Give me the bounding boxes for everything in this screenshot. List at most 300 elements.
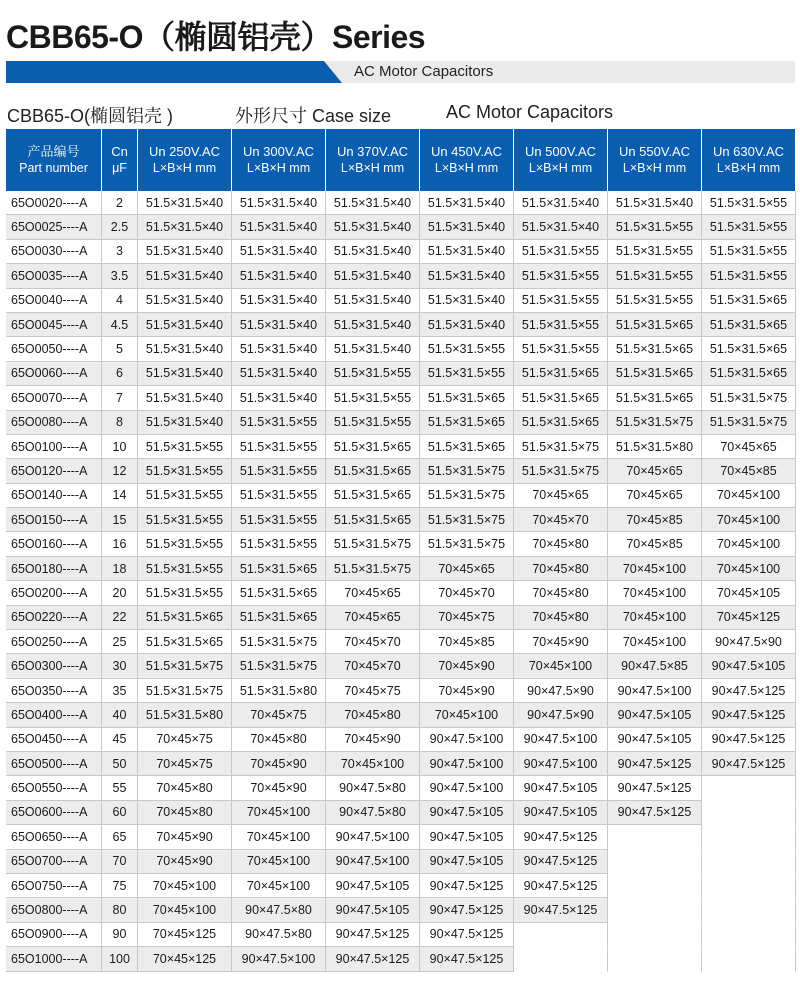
part-number-cell: 65O0050----A — [6, 337, 102, 361]
case-size-cell: 51.5×31.5×55 — [232, 411, 326, 435]
part-number-cell: 65O0045----A — [6, 313, 102, 337]
case-size-cell: 90×47.5×125 — [514, 898, 608, 922]
case-size-cell: 51.5×31.5×40 — [232, 264, 326, 288]
case-size-cell: 51.5×31.5×75 — [326, 557, 420, 581]
column-header-line2: L×B×H mm — [340, 161, 405, 175]
case-size-cell: 70×45×65 — [326, 581, 420, 605]
case-size-cell: 70×45×80 — [514, 606, 608, 630]
column-header — [608, 129, 702, 191]
case-size-cell: 51.5×31.5×75 — [138, 654, 232, 678]
part-number-cell: 65O0035----A — [6, 264, 102, 288]
capacitance-cell: 15 — [102, 508, 138, 532]
caption-series: CBB65-O(椭圆铝壳 ) — [7, 106, 174, 126]
case-size-cell: 51.5×31.5×80 — [138, 703, 232, 727]
case-size-cell: 70×45×90 — [138, 850, 232, 874]
capacitance-cell: 3.5 — [102, 264, 138, 288]
case-size-cell: 51.5×31.5×40 — [420, 215, 514, 239]
case-size-cell: 51.5×31.5×40 — [514, 191, 608, 215]
part-number-cell: 65O0100----A — [6, 435, 102, 459]
case-size-cell: 51.5×31.5×55 — [326, 386, 420, 410]
case-size-cell: 51.5×31.5×55 — [608, 289, 702, 313]
case-size-cell: 70×45×100 — [232, 874, 326, 898]
case-size-cell: 90×47.5×125 — [702, 679, 796, 703]
case-size-cell: 70×45×100 — [702, 508, 796, 532]
column-header-line2: L×B×H mm — [622, 161, 687, 175]
case-size-cell — [608, 947, 702, 971]
case-size-cell: 70×45×90 — [326, 728, 420, 752]
case-size-cell: 51.5×31.5×65 — [608, 337, 702, 361]
part-number-cell: 65O0750----A — [6, 874, 102, 898]
case-size-cell: 90×47.5×80 — [232, 898, 326, 922]
case-size-cell: 90×47.5×90 — [514, 703, 608, 727]
column-header-line2: L×B×H mm — [528, 161, 593, 175]
capacitance-cell: 12 — [102, 459, 138, 483]
case-size-cell: 70×45×75 — [326, 679, 420, 703]
case-size-cell: 51.5×31.5×75 — [514, 435, 608, 459]
case-size-cell — [608, 874, 702, 898]
case-size-cell: 90×47.5×100 — [326, 825, 420, 849]
capacitance-cell: 25 — [102, 630, 138, 654]
column-header-line1: Un 370V.AC — [336, 144, 409, 159]
case-size-cell: 70×45×85 — [608, 532, 702, 556]
part-number-cell: 65O0400----A — [6, 703, 102, 727]
case-size-cell: 51.5×31.5×75 — [702, 386, 796, 410]
case-size-cell: 51.5×31.5×55 — [702, 264, 796, 288]
case-size-cell: 51.5×31.5×40 — [138, 362, 232, 386]
case-size-cell: 51.5×31.5×55 — [514, 240, 608, 264]
case-size-cell — [702, 801, 796, 825]
case-size-cell: 51.5×31.5×40 — [232, 337, 326, 361]
case-size-cell: 90×47.5×125 — [702, 728, 796, 752]
case-size-cell: 70×45×100 — [138, 874, 232, 898]
case-size-cell: 70×45×100 — [514, 654, 608, 678]
part-number-cell: 65O0600----A — [6, 801, 102, 825]
table-row — [6, 679, 796, 703]
case-size-cell: 51.5×31.5×65 — [702, 289, 796, 313]
part-number-cell: 65O0500----A — [6, 752, 102, 776]
case-size-cell: 51.5×31.5×40 — [138, 191, 232, 215]
table-row — [6, 898, 796, 922]
part-number-cell: 65O0020----A — [6, 191, 102, 215]
case-size-cell: 51.5×31.5×55 — [232, 532, 326, 556]
table-body — [6, 191, 796, 972]
case-size-cell: 51.5×31.5×75 — [514, 459, 608, 483]
case-size-cell: 51.5×31.5×40 — [326, 264, 420, 288]
case-size-cell: 51.5×31.5×40 — [608, 191, 702, 215]
case-size-cell: 51.5×31.5×55 — [702, 191, 796, 215]
part-number-cell: 65O0030----A — [6, 240, 102, 264]
case-size-cell — [702, 947, 796, 971]
case-size-cell: 51.5×31.5×40 — [138, 411, 232, 435]
case-size-cell: 70×45×100 — [420, 703, 514, 727]
case-size-cell: 51.5×31.5×40 — [138, 313, 232, 337]
banner-label: AC Motor Capacitors — [354, 63, 494, 80]
case-size-cell: 70×45×85 — [420, 630, 514, 654]
case-size-cell: 51.5×31.5×65 — [232, 606, 326, 630]
case-size-cell: 51.5×31.5×65 — [514, 386, 608, 410]
case-size-cell: 51.5×31.5×40 — [138, 215, 232, 239]
part-number-cell: 65O1000----A — [6, 947, 102, 971]
case-size-cell: 70×45×125 — [702, 606, 796, 630]
case-size-cell: 70×45×65 — [326, 606, 420, 630]
case-size-cell: 51.5×31.5×40 — [420, 289, 514, 313]
case-size-cell: 51.5×31.5×65 — [608, 313, 702, 337]
case-size-cell — [702, 776, 796, 800]
case-size-cell: 51.5×31.5×40 — [232, 240, 326, 264]
case-size-cell: 51.5×31.5×55 — [608, 264, 702, 288]
case-size-cell: 70×45×90 — [232, 752, 326, 776]
case-size-cell: 51.5×31.5×80 — [232, 679, 326, 703]
case-size-cell: 90×47.5×105 — [608, 703, 702, 727]
case-size-cell — [702, 874, 796, 898]
table-row — [6, 801, 796, 825]
table-row — [6, 484, 796, 508]
capacitance-cell: 2.5 — [102, 215, 138, 239]
case-size-cell: 51.5×31.5×65 — [514, 411, 608, 435]
case-size-cell: 70×45×80 — [138, 776, 232, 800]
case-size-cell: 70×45×65 — [514, 484, 608, 508]
case-size-cell: 51.5×31.5×75 — [608, 411, 702, 435]
case-size-cell: 51.5×31.5×55 — [420, 337, 514, 361]
column-header — [138, 129, 232, 191]
table-row — [6, 825, 796, 849]
case-size-cell: 90×47.5×105 — [420, 850, 514, 874]
case-size-cell: 51.5×31.5×65 — [326, 459, 420, 483]
table-row — [6, 240, 796, 264]
case-size-cell: 70×45×75 — [138, 752, 232, 776]
column-header-line1: Un 300V.AC — [242, 144, 315, 159]
case-size-cell: 51.5×31.5×40 — [232, 313, 326, 337]
table-row — [6, 459, 796, 483]
case-size-cell: 51.5×31.5×40 — [138, 264, 232, 288]
case-size-cell: 90×47.5×80 — [326, 776, 420, 800]
case-size-cell: 51.5×31.5×75 — [420, 484, 514, 508]
case-size-cell: 70×45×125 — [138, 923, 232, 947]
case-size-cell: 90×47.5×125 — [420, 874, 514, 898]
capacitance-cell: 5 — [102, 337, 138, 361]
part-number-cell: 65O0180----A — [6, 557, 102, 581]
case-size-cell: 70×45×100 — [232, 801, 326, 825]
case-size-cell: 51.5×31.5×55 — [138, 435, 232, 459]
case-size-cell: 51.5×31.5×55 — [232, 435, 326, 459]
case-size-cell: 70×45×90 — [514, 630, 608, 654]
case-size-cell — [608, 825, 702, 849]
case-size-cell: 51.5×31.5×40 — [420, 313, 514, 337]
case-size-cell: 70×45×85 — [608, 508, 702, 532]
table-row — [6, 264, 796, 288]
case-size-cell: 51.5×31.5×75 — [702, 411, 796, 435]
case-size-cell: 90×47.5×80 — [232, 923, 326, 947]
case-size-cell: 70×45×125 — [138, 947, 232, 971]
case-size-cell: 90×47.5×125 — [326, 923, 420, 947]
case-size-cell: 90×47.5×105 — [608, 728, 702, 752]
column-header-line2: μF — [112, 161, 127, 175]
case-size-cell: 70×45×100 — [232, 850, 326, 874]
case-size-cell: 51.5×31.5×65 — [608, 362, 702, 386]
case-size-cell: 51.5×31.5×40 — [420, 191, 514, 215]
case-size-cell: 51.5×31.5×55 — [138, 508, 232, 532]
case-size-cell: 51.5×31.5×65 — [326, 484, 420, 508]
part-number-cell: 65O0900----A — [6, 923, 102, 947]
case-size-cell: 51.5×31.5×75 — [326, 532, 420, 556]
part-number-cell: 65O0200----A — [6, 581, 102, 605]
case-size-cell: 90×47.5×100 — [420, 752, 514, 776]
case-size-cell — [702, 923, 796, 947]
case-size-cell: 51.5×31.5×40 — [514, 215, 608, 239]
case-size-cell: 51.5×31.5×65 — [138, 630, 232, 654]
case-size-cell: 70×45×80 — [326, 703, 420, 727]
case-size-cell — [608, 850, 702, 874]
column-header-line2: L×B×H mm — [716, 161, 781, 175]
capacitance-cell: 100 — [102, 947, 138, 971]
case-size-cell: 51.5×31.5×65 — [420, 435, 514, 459]
table-row — [6, 630, 796, 654]
case-size-cell: 51.5×31.5×65 — [326, 508, 420, 532]
column-header-line1: Un 630V.AC — [712, 144, 785, 159]
column-header-line2: L×B×H mm — [246, 161, 311, 175]
case-size-cell: 70×45×105 — [702, 581, 796, 605]
case-size-cell: 70×45×80 — [514, 532, 608, 556]
case-size-cell: 70×45×100 — [702, 532, 796, 556]
case-size-cell: 70×45×70 — [326, 630, 420, 654]
case-size-cell: 51.5×31.5×75 — [232, 654, 326, 678]
case-size-cell: 51.5×31.5×40 — [232, 191, 326, 215]
capacitance-cell: 70 — [102, 850, 138, 874]
case-size-cell: 90×47.5×80 — [326, 801, 420, 825]
case-size-cell: 90×47.5×105 — [514, 801, 608, 825]
case-size-cell: 90×47.5×100 — [326, 850, 420, 874]
part-number-cell: 65O0350----A — [6, 679, 102, 703]
case-size-cell: 90×47.5×100 — [608, 679, 702, 703]
case-size-cell: 90×47.5×85 — [608, 654, 702, 678]
case-size-cell: 90×47.5×125 — [514, 850, 608, 874]
table-row — [6, 532, 796, 556]
part-number-cell: 65O0160----A — [6, 532, 102, 556]
table-row — [6, 606, 796, 630]
part-number-cell: 65O0080----A — [6, 411, 102, 435]
table-row — [6, 337, 796, 361]
capacitance-cell: 6 — [102, 362, 138, 386]
case-size-cell: 51.5×31.5×40 — [232, 362, 326, 386]
part-number-cell: 65O0300----A — [6, 654, 102, 678]
capacitance-cell: 80 — [102, 898, 138, 922]
case-size-cell: 90×47.5×100 — [514, 752, 608, 776]
case-size-cell: 51.5×31.5×75 — [138, 679, 232, 703]
case-size-cell: 70×45×80 — [514, 557, 608, 581]
section-banner — [6, 61, 795, 83]
capacitance-cell: 2 — [102, 191, 138, 215]
case-size-cell: 51.5×31.5×65 — [514, 362, 608, 386]
case-size-cell: 70×45×80 — [138, 801, 232, 825]
capacitance-cell: 4.5 — [102, 313, 138, 337]
case-size-cell: 51.5×31.5×55 — [138, 532, 232, 556]
case-size-cell: 51.5×31.5×40 — [138, 386, 232, 410]
capacitance-cell: 65 — [102, 825, 138, 849]
part-number-cell: 65O0700----A — [6, 850, 102, 874]
case-size-cell: 70×45×80 — [514, 581, 608, 605]
case-size-cell: 51.5×31.5×55 — [514, 264, 608, 288]
column-header — [102, 129, 138, 191]
capacitance-cell: 10 — [102, 435, 138, 459]
case-size-cell: 70×45×100 — [702, 484, 796, 508]
case-size-cell: 70×45×65 — [608, 484, 702, 508]
caption-case-size: 外形尺寸 Case size — [235, 106, 392, 126]
case-size-cell: 51.5×31.5×55 — [138, 557, 232, 581]
case-size-cell: 90×47.5×100 — [232, 947, 326, 971]
table-row — [6, 581, 796, 605]
case-size-cell: 51.5×31.5×55 — [326, 411, 420, 435]
caption-product-type: AC Motor Capacitors — [446, 102, 614, 122]
column-header-line1: Un 500V.AC — [524, 144, 597, 159]
case-size-cell: 51.5×31.5×65 — [702, 362, 796, 386]
case-size-cell: 51.5×31.5×55 — [232, 508, 326, 532]
part-number-cell: 65O0060----A — [6, 362, 102, 386]
case-size-cell: 70×45×90 — [138, 825, 232, 849]
table-row — [6, 557, 796, 581]
column-header-line1: Un 550V.AC — [618, 144, 691, 159]
case-size-cell: 51.5×31.5×55 — [514, 313, 608, 337]
table-header-row — [6, 129, 796, 191]
case-size-cell: 90×47.5×125 — [514, 825, 608, 849]
case-size-cell: 51.5×31.5×55 — [608, 240, 702, 264]
case-size-cell: 51.5×31.5×40 — [326, 313, 420, 337]
column-header-line2: L×B×H mm — [434, 161, 499, 175]
case-size-cell: 90×47.5×100 — [420, 728, 514, 752]
table-row — [6, 703, 796, 727]
case-size-cell: 70×45×100 — [608, 606, 702, 630]
case-size-cell: 51.5×31.5×55 — [608, 215, 702, 239]
case-size-cell: 70×45×90 — [420, 679, 514, 703]
part-number-cell: 65O0650----A — [6, 825, 102, 849]
page-title: CBB65-O（椭圆铝壳）Series — [6, 19, 426, 55]
capacitance-cell: 55 — [102, 776, 138, 800]
case-size-cell: 90×47.5×100 — [514, 728, 608, 752]
case-size-cell: 70×45×90 — [232, 776, 326, 800]
case-size-cell: 70×45×100 — [232, 825, 326, 849]
case-size-cell: 70×45×100 — [608, 581, 702, 605]
table-row — [6, 289, 796, 313]
case-size-cell: 70×45×70 — [514, 508, 608, 532]
table-row — [6, 947, 796, 971]
case-size-cell: 51.5×31.5×55 — [138, 484, 232, 508]
case-size-cell — [514, 947, 608, 971]
case-size-cell: 90×47.5×105 — [420, 801, 514, 825]
case-size-cell: 51.5×31.5×65 — [326, 435, 420, 459]
case-size-cell: 51.5×31.5×55 — [514, 289, 608, 313]
case-size-cell: 51.5×31.5×40 — [232, 215, 326, 239]
case-size-cell: 70×45×100 — [702, 557, 796, 581]
case-size-cell: 90×47.5×105 — [326, 874, 420, 898]
column-header-line1: 产品编号 — [27, 144, 80, 159]
table-row — [6, 435, 796, 459]
capacitance-cell: 60 — [102, 801, 138, 825]
case-size-cell: 70×45×80 — [232, 728, 326, 752]
case-size-cell: 51.5×31.5×55 — [138, 459, 232, 483]
case-size-cell: 51.5×31.5×75 — [420, 532, 514, 556]
case-size-cell: 90×47.5×105 — [702, 654, 796, 678]
case-size-cell: 51.5×31.5×40 — [326, 240, 420, 264]
case-size-cell — [608, 898, 702, 922]
capacitance-cell: 14 — [102, 484, 138, 508]
capacitance-cell: 20 — [102, 581, 138, 605]
case-size-cell: 70×45×70 — [326, 654, 420, 678]
part-number-cell: 65O0120----A — [6, 459, 102, 483]
case-size-cell: 90×47.5×90 — [514, 679, 608, 703]
case-size-cell: 90×47.5×125 — [420, 947, 514, 971]
column-header-line2: L×B×H mm — [152, 161, 217, 175]
table-row — [6, 386, 796, 410]
case-size-cell: 51.5×31.5×40 — [420, 264, 514, 288]
case-size-cell: 51.5×31.5×40 — [138, 240, 232, 264]
case-size-cell: 51.5×31.5×40 — [326, 289, 420, 313]
case-size-cell: 90×47.5×100 — [420, 776, 514, 800]
column-header — [326, 129, 420, 191]
column-header — [420, 129, 514, 191]
case-size-cell: 70×45×100 — [326, 752, 420, 776]
case-size-cell: 51.5×31.5×55 — [420, 362, 514, 386]
case-size-cell: 70×45×90 — [420, 654, 514, 678]
case-size-cell: 70×45×75 — [138, 728, 232, 752]
part-number-cell: 65O0140----A — [6, 484, 102, 508]
case-size-cell: 90×47.5×125 — [514, 874, 608, 898]
table-row — [6, 923, 796, 947]
capacitance-cell: 22 — [102, 606, 138, 630]
capacitance-cell: 8 — [102, 411, 138, 435]
capacitance-cell: 50 — [102, 752, 138, 776]
case-size-cell: 51.5×31.5×55 — [232, 484, 326, 508]
capacitance-cell: 75 — [102, 874, 138, 898]
part-number-cell: 65O0025----A — [6, 215, 102, 239]
case-size-cell: 90×47.5×125 — [702, 752, 796, 776]
capacitance-cell: 30 — [102, 654, 138, 678]
case-size-cell: 70×45×75 — [232, 703, 326, 727]
case-size-cell: 90×47.5×125 — [326, 947, 420, 971]
part-number-cell: 65O0150----A — [6, 508, 102, 532]
part-number-cell: 65O0040----A — [6, 289, 102, 313]
case-size-cell: 51.5×31.5×40 — [138, 289, 232, 313]
table-row — [6, 654, 796, 678]
capacitance-cell: 90 — [102, 923, 138, 947]
case-size-cell: 90×47.5×125 — [608, 801, 702, 825]
case-size-cell: 51.5×31.5×75 — [232, 630, 326, 654]
case-size-cell: 51.5×31.5×55 — [232, 459, 326, 483]
case-size-cell: 51.5×31.5×65 — [702, 337, 796, 361]
case-size-cell: 51.5×31.5×40 — [326, 215, 420, 239]
table-row — [6, 728, 796, 752]
case-size-cell: 70×45×85 — [702, 459, 796, 483]
case-size-cell: 51.5×31.5×40 — [232, 386, 326, 410]
case-size-cell: 90×47.5×125 — [420, 923, 514, 947]
case-size-cell: 70×45×75 — [420, 606, 514, 630]
case-size-cell: 51.5×31.5×55 — [138, 581, 232, 605]
table-row — [6, 362, 796, 386]
case-size-cell: 70×45×65 — [420, 557, 514, 581]
case-size-cell: 90×47.5×105 — [420, 825, 514, 849]
case-size-cell: 51.5×31.5×40 — [420, 240, 514, 264]
case-size-cell: 51.5×31.5×65 — [138, 606, 232, 630]
part-number-cell: 65O0800----A — [6, 898, 102, 922]
case-size-cell: 51.5×31.5×40 — [326, 337, 420, 361]
case-size-cell: 51.5×31.5×55 — [702, 215, 796, 239]
case-size-cell: 90×47.5×105 — [514, 776, 608, 800]
case-size-cell: 51.5×31.5×65 — [702, 313, 796, 337]
capacitance-cell: 35 — [102, 679, 138, 703]
capacitance-cell: 3 — [102, 240, 138, 264]
case-size-cell — [702, 898, 796, 922]
case-size-cell — [702, 825, 796, 849]
table-row — [6, 850, 796, 874]
capacitance-cell: 7 — [102, 386, 138, 410]
